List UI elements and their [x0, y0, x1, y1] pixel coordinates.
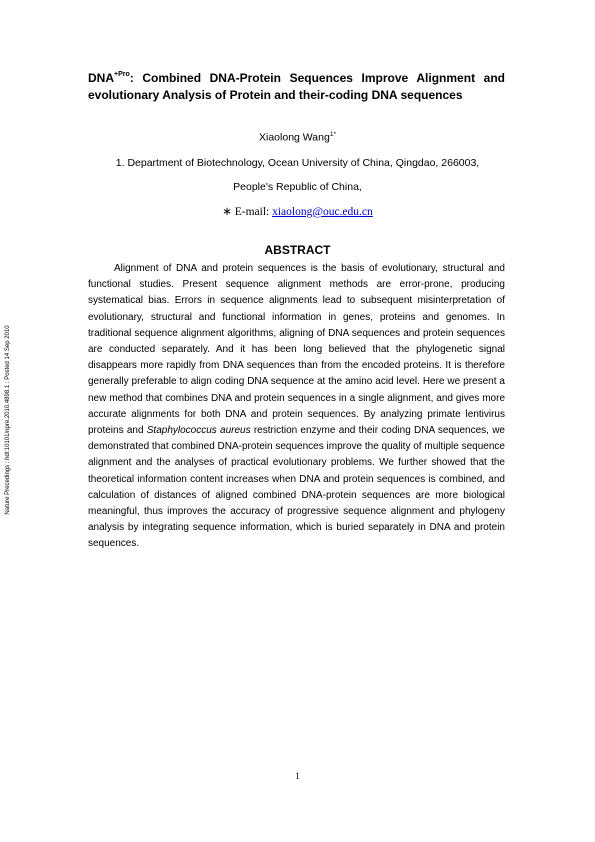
abstract-body	[88, 261, 505, 553]
paper-title	[88, 70, 505, 104]
email-line	[0, 204, 595, 218]
author-name: Xiaolong Wang	[259, 131, 330, 144]
abstract-text-part-1: Alignment of DNA and protein sequences is the basis of evolutionary, structural and functional studies. Present sequence alignment methods are error-prone, producing systematical bias. Errors in sequence alignments lead to subsequent misinterpretation of evolutionary, structural and functional information in genes, proteins and genomes. In traditional sequence alignment algorithms, aligning of DNA sequences and protein sequences are conducted separately. And it has been long believed that the phylogenetic signal disappears more rapidly from DNA sequences than from the encoded proteins. It is therefore generally preferable to align coding DNA sequence at the amino acid level. Here we present a new method that combines DNA and protein sequences in a single alignment, and gives more accurate alignments for both DNA and protein sequences. By analyzing primate lentivirus proteins and	[88, 263, 505, 437]
page-number: 1	[295, 771, 300, 781]
side-stamp	[3, 300, 13, 540]
email-label: ∗ E-mail:	[222, 206, 273, 218]
affiliation-line-2: People's Republic of China,	[233, 181, 362, 193]
email-link[interactable]: xiaolong@ouc.edu.cn	[272, 206, 373, 218]
author-line	[0, 131, 595, 144]
abstract-text-part-2: restriction enzyme and their coding DNA sequences, we demonstrated that combined DNA-protein sequences improve the quality of multiple sequence alignment and the analyses of practical evolutionary problems. We further showed that the theoretical information content increases when DNA and protein sequences is combined, and calculation of distances of aligned combined DNA-protein sequences are more biological meaningful, thus improves the accuracy of progressive sequence alignment and phylogeny analysis by integrating sequence information, which is buried separately in DNA and protein sequences.	[88, 425, 505, 550]
abstract-heading: ABSTRACT	[264, 243, 331, 257]
author-mark: 1*	[329, 131, 336, 138]
title-rest: : Combined DNA-Protein Sequences Improve Alignment and evolutionary Analysis of Protein and their-coding DNA sequences	[88, 71, 505, 102]
abstract-species-name: Staphylococcus aureus	[146, 425, 251, 437]
affiliation-line-1: 1. Department of Biotechnology, Ocean University of China, Qingdao, 266003,	[115, 157, 480, 169]
title-superscript: +Pro	[114, 71, 130, 78]
side-stamp-text: Nature Precedings : hdl:10101/npre.2010.4898.1 : Posted 14 Sep 2010	[5, 325, 11, 515]
title-prefix: DNA	[88, 71, 114, 85]
